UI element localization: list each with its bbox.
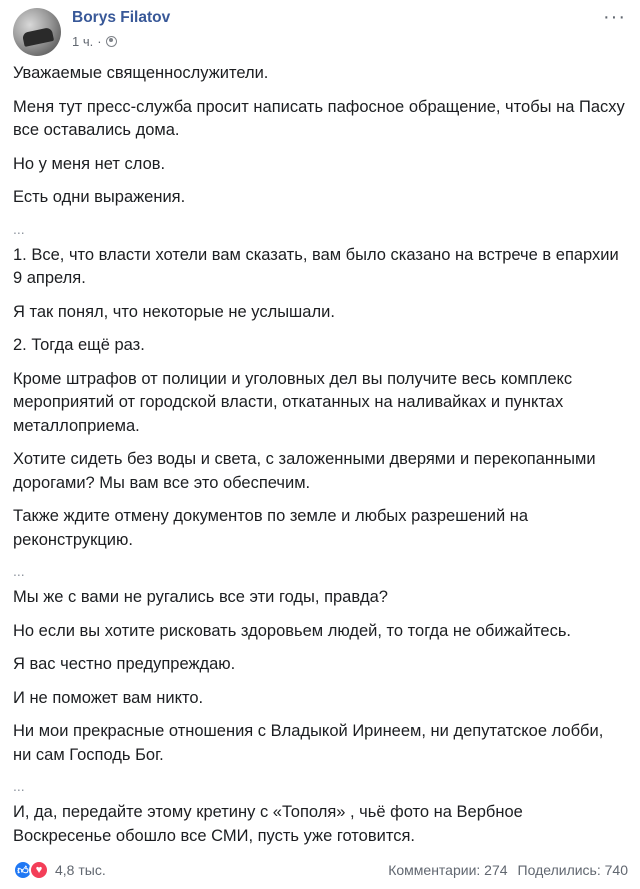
post-paragraph: Есть одни выражения.	[13, 188, 186, 206]
post-body	[13, 62, 625, 858]
post-header	[13, 4, 630, 60]
post-paragraph: 2. Тогда ещё раз.	[13, 336, 145, 354]
more-options-icon[interactable]: ···	[603, 6, 626, 28]
avatar[interactable]	[13, 8, 61, 56]
post-timestamp[interactable]: 1 ч.	[72, 34, 94, 49]
post-paragraph: Ни мои прекрасные отношения с Владыкой Иринеем, ни депутатское лобби, ни сам Господь Бог.	[13, 722, 604, 764]
post-paragraph: Я вас честно предупреждаю.	[13, 655, 236, 673]
section-ellipsis: ...	[13, 563, 25, 576]
post-paragraph: Также ждите отмену документов по земле и любых разрешений на реконструкцию.	[13, 507, 529, 549]
post-paragraph: Меня тут пресс-служба просит написать пафосное обращение, чтобы на Пасху все оставались дома.	[13, 97, 625, 139]
post-footer	[13, 858, 628, 886]
globe-icon	[106, 36, 117, 47]
like-reaction-icon: 👍︎	[13, 860, 33, 880]
reactions-summary[interactable]	[13, 860, 106, 880]
author-name[interactable]: Borys Filatov	[72, 9, 171, 26]
meta-separator: ·	[97, 34, 102, 49]
post-paragraph: Мы же с вами не ругались все эти годы, правда?	[13, 588, 388, 606]
section-ellipsis: ...	[13, 778, 25, 791]
post-paragraph: Но у меня нет слов.	[13, 154, 166, 173]
comments-count-link[interactable]: Комментарии: 274	[388, 862, 508, 878]
shares-count-link[interactable]: Поделились: 740	[517, 862, 628, 878]
post-paragraph: 1. Все, что власти хотели вам сказать, вам было сказано на встрече в епархии 9 апреля.	[13, 245, 619, 287]
post-paragraph: Кроме штрафов от полиции и уголовных дел вы получите весь комплекс мероприятий от городской власти, откатанных на наливайках и пунктах металлоприема.	[13, 369, 573, 435]
post-paragraph: Я так понял, что некоторые не услышали.	[13, 302, 335, 321]
post-paragraph: Хотите сидеть без воды и света, с заложенными дверями и перекопанными дорогами? Мы вам все это обеспечим.	[13, 450, 596, 492]
reactions-count: 4,8 тыс.	[55, 862, 106, 878]
post-stats	[388, 862, 628, 878]
post-paragraph: Уважаемые священнослужители.	[13, 64, 269, 82]
love-reaction-icon: ♥	[29, 860, 49, 880]
post-paragraph: И не поможет вам никто.	[13, 688, 204, 707]
section-ellipsis: ...	[13, 220, 25, 234]
post-meta	[72, 34, 117, 49]
post-paragraph: Но если вы хотите рисковать здоровьем людей, то тогда не обижайтесь.	[13, 621, 572, 640]
post-paragraph: И, да, передайте этому кретину с «Тополя» , чьё фото на Вербное Воскресенье обошло все СМИ, пусть уже готовится.	[13, 803, 523, 845]
